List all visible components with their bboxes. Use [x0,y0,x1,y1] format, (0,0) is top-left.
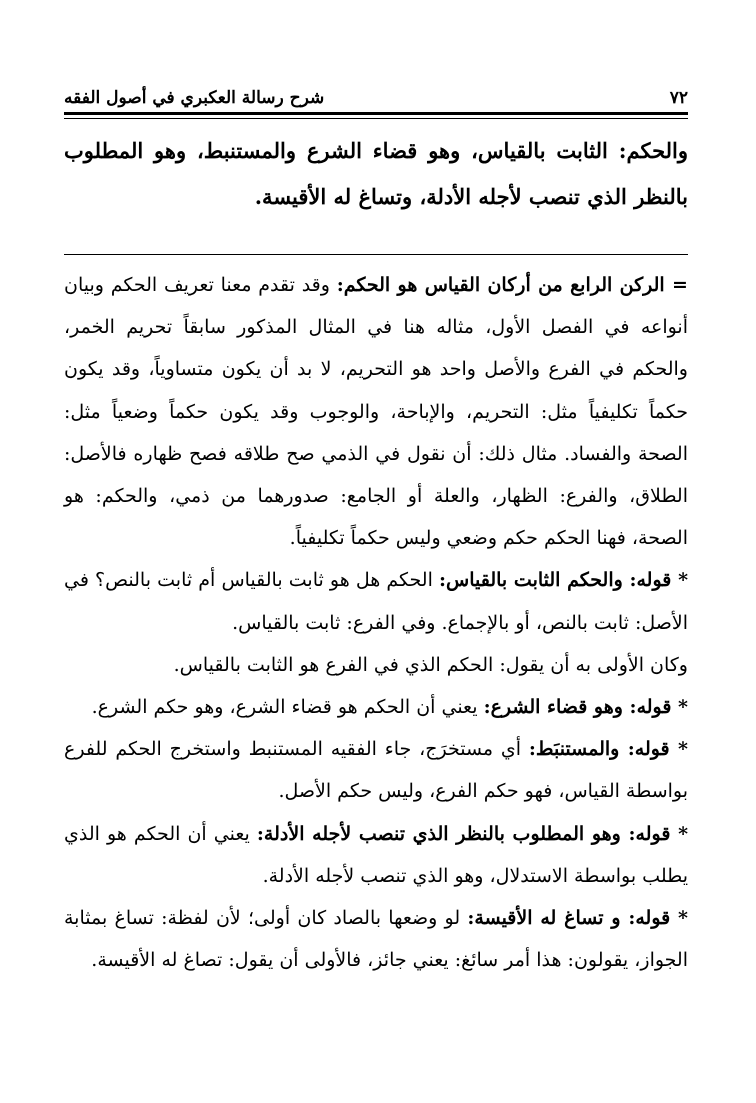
page-header [64,80,688,108]
note-body: الحكم هل هو ثابت بالقياس أم ثابت بالنص؟ في الأصل: ثابت بالنص، أو بالإجماع. وفي الفرع: ثابت بالقياس. [64,569,688,634]
note-5 [64,813,688,897]
header-rule-thick [64,112,688,115]
commentary [64,264,688,981]
note-body: لو وضعها بالصاد كان أولى؛ لأن لفظة: تساغ بمثابة الجواز، يقولون: هذا أمر سائغ: يعني جائز، فالأولى أن يقول: تصاغ له الأقيسة. [64,907,688,972]
note-1 [64,559,688,643]
note-3 [64,686,688,728]
note-lead: * قوله: والحكم الثابت بالقياس: [439,569,689,592]
note-6 [64,897,688,981]
note-2 [64,644,688,686]
commentary-intro [64,264,688,559]
note-4 [64,728,688,812]
note-body: يعني أن الحكم هو قضاء الشرع، وهو حكم الشرع. [91,696,484,719]
note-body: أي مستخرَج، جاء الفقيه المستنبط واستخرج الحكم للفرع بواسطة القياس، فهو حكم الفرع، وليس حكم الأصل. [64,738,688,803]
page-number: ٧٢ [669,88,688,108]
note-lead: * قوله: وهو المطلوب بالنظر الذي تنصب لأجله الأدلة: [256,822,689,845]
header-rule-thin [64,118,688,119]
main-text: والحكم: الثابت بالقياس، وهو قضاء الشرع والمستنبط، وهو المطلوب بالنظر الذي تنصب لأجله الأدلة، وتساغ له الأقيسة. [64,138,688,209]
note-body: وكان الأولى به أن يقول: الحكم الذي في الفرع هو الثابت بالقياس. [173,653,688,676]
note-lead: * قوله: والمستنبَط: [528,738,688,761]
note-body: يعني أن الحكم هو الذي يطلب بواسطة الاستدلال، وهو الذي تنصب لأجله الأدلة. [64,822,688,887]
intro-lead: = الركن الرابع من أركان القياس هو الحكم: [336,274,688,296]
note-lead: * قوله: وهو قضاء الشرع: [483,696,688,719]
footnote-separator [64,254,688,255]
note-lead: * قوله: و تساغ له الأقيسة: [467,907,688,930]
book-title: شرح رسالة العكبري في أصول الفقه [64,88,325,108]
intro-body: وقد تقدم معنا تعريف الحكم وبيان أنواعه في الفصل الأول، مثاله هنا في المثال المذكور سابقاً تحريم الخمر، والحكم في الفرع والأصل واحد هو التحريم، لا بد أن يكون متساوياً، وقد يكون حكماً تكليفياً مثل: التحريم، والإباحة، والوجوب وقد يكون حكماً وضعياً مثل: الصحة والفساد. مثال ذلك: أن نقول في الذمي صح طلاقه فصح ظهاره فالأصل: الطلاق، والفرع: الظهار، والعلة أو الجامع: صدورهما من ذمي، والحكم: هو الصحة، فهنا الحكم حكم وضعي وليس حكماً تكليفياً. [64,274,688,550]
